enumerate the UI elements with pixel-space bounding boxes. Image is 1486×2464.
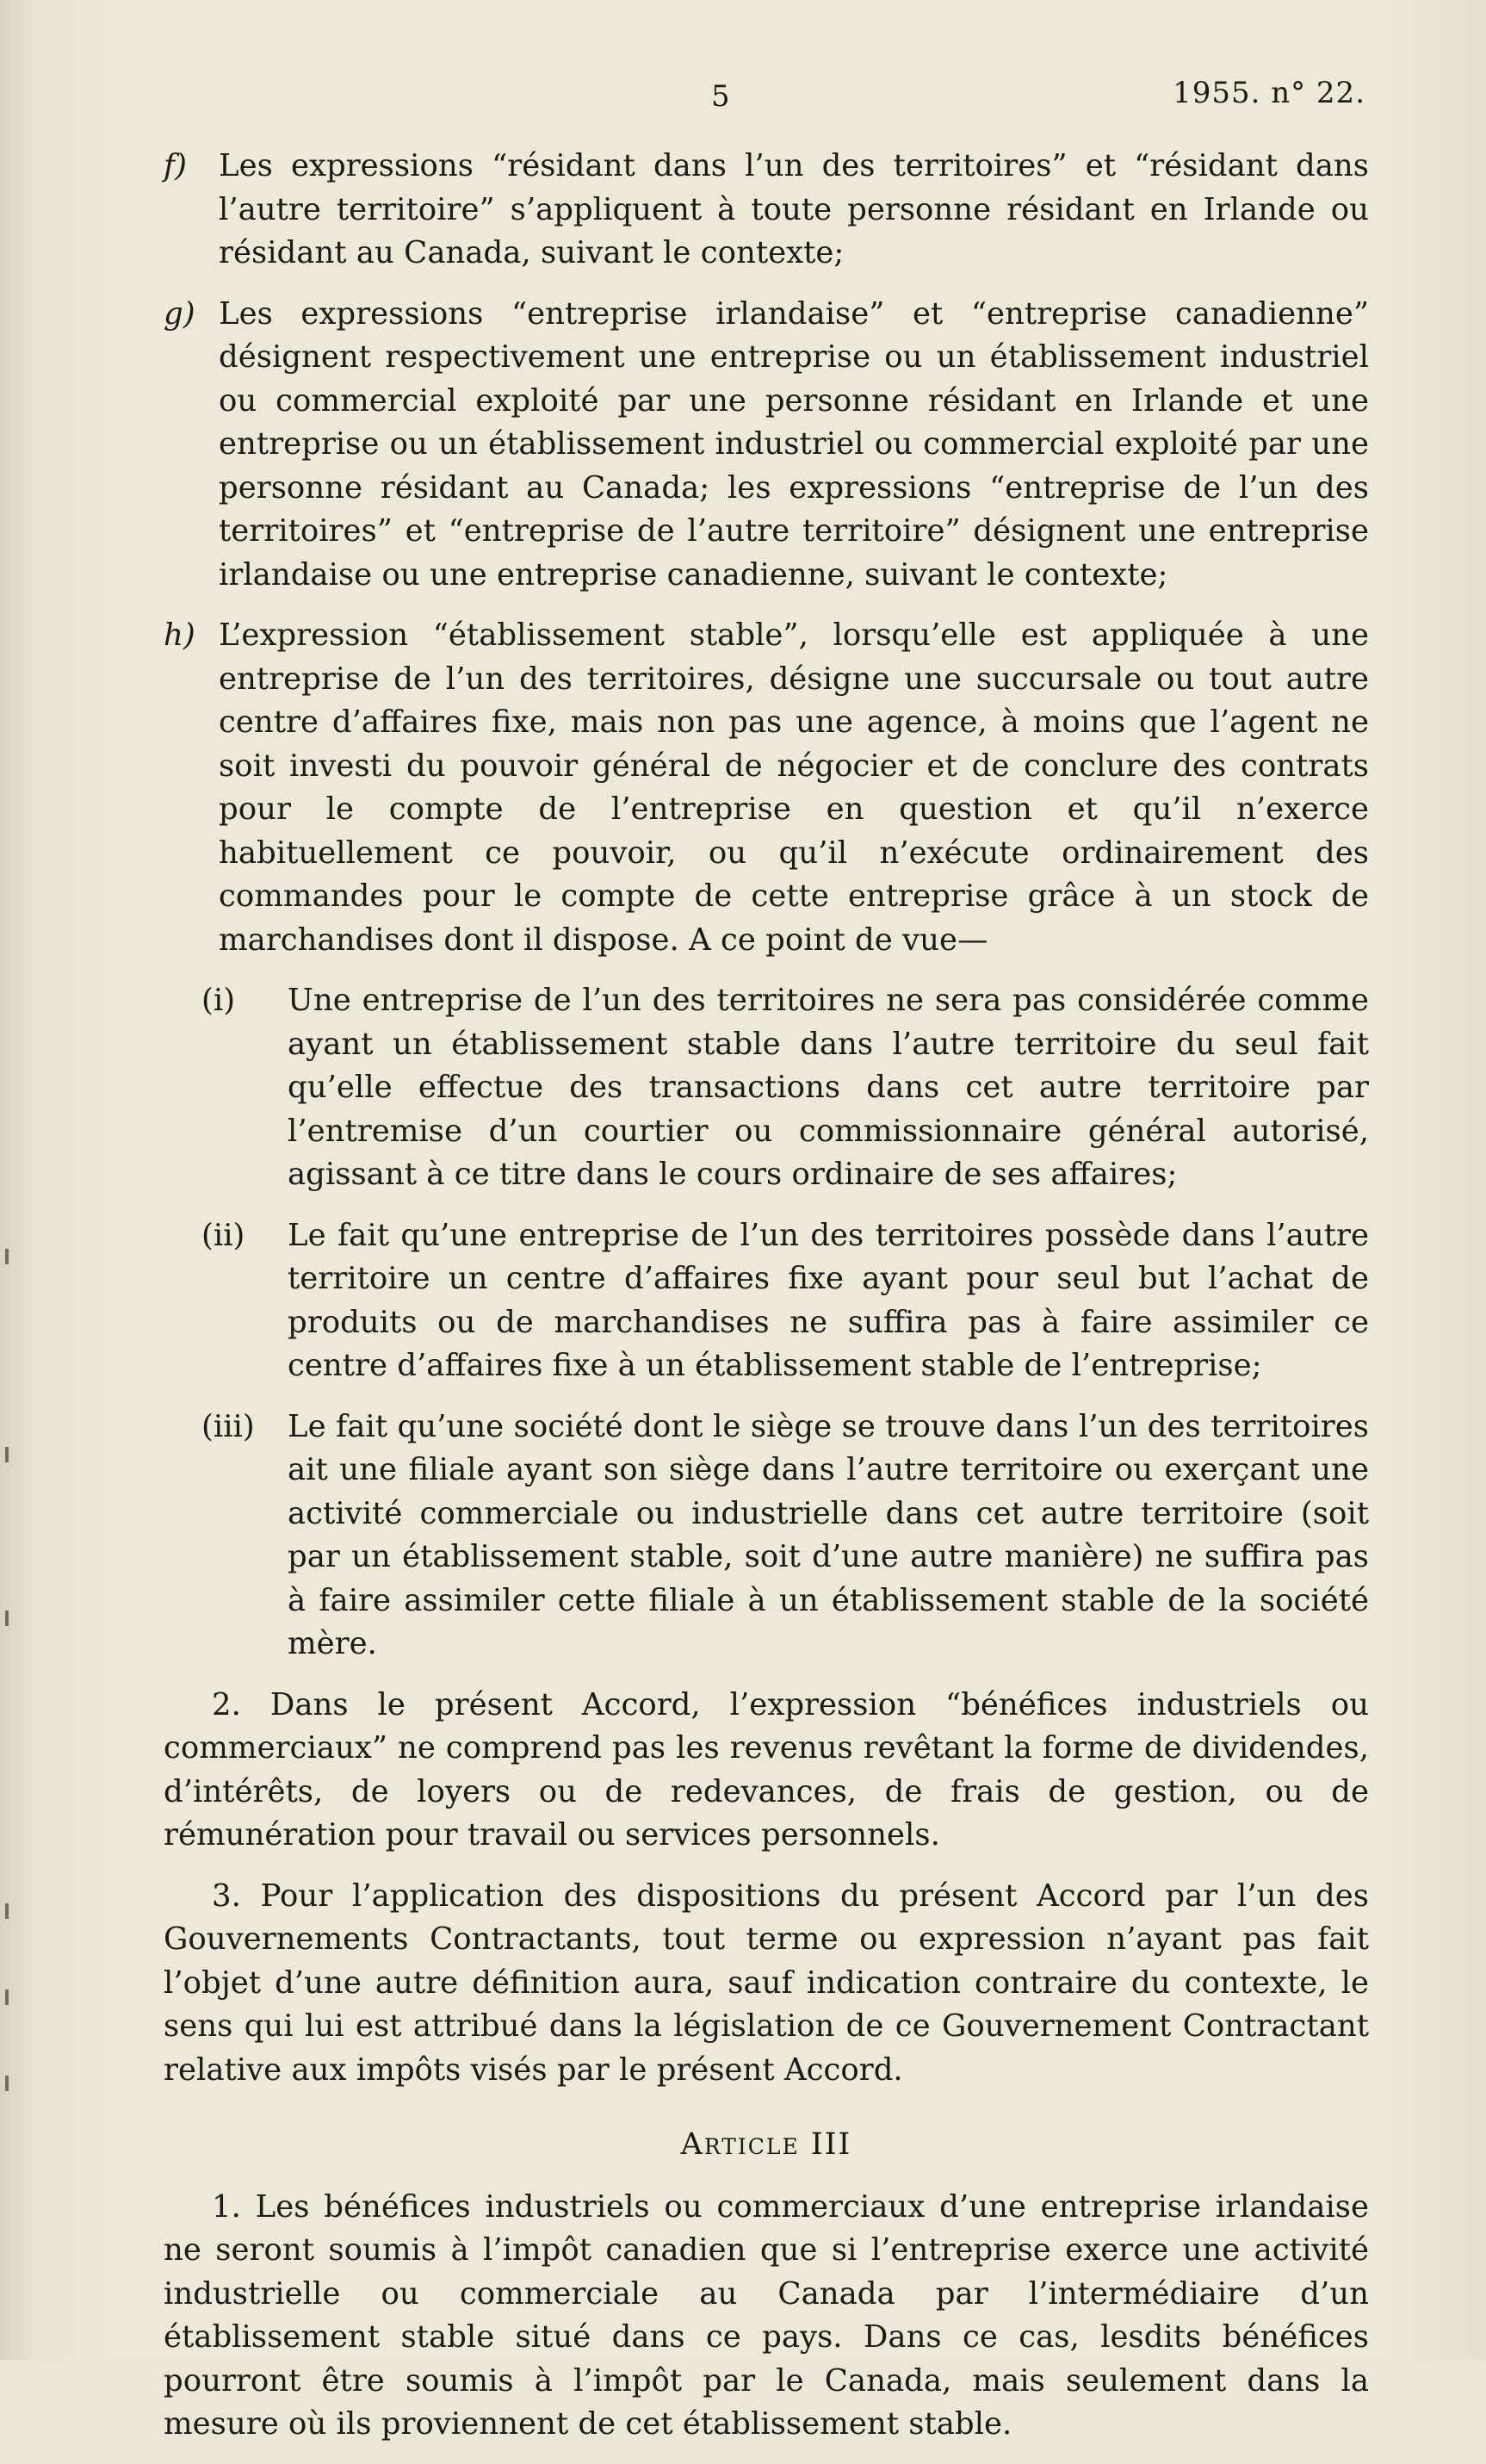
sub-item-iii	[164, 1406, 1369, 1666]
sub-item-i	[164, 979, 1369, 1197]
paragraph-2: 2. Dans le présent Accord, l’expression “bénéfices industriels ou commerciaux” ne comprend pas les revenus revêtant la forme de dividendes, d’intérêts, de loyers ou de redevances, de frais de gestion, ou de rémunération pour travail ou services personnels.	[164, 1686, 1369, 1853]
item-text: Les expressions “résidant dans l’un des territoires” et “résidant dans l’autre territoire” s’appliquent à toute personne résidant en Irlande ou résidant au Canada, suivant le contexte;	[219, 148, 1369, 270]
item-label: h)	[164, 618, 195, 653]
sub-item-text: Une entreprise de l’un des territoires ne sera pas considérée comme ayant un établissement stable dans l’autre territoire du seul fait qu’elle effectue des transactions dans cet autre territoire par l’entremise d’un courtier ou commissionnaire général autorisé, agissant à ce titre dans le cours ordinaire de ses affaires;	[288, 983, 1369, 1192]
item-label: g)	[164, 295, 195, 332]
sub-item-label: (ii)	[201, 1217, 245, 1253]
sub-item-label: (i)	[201, 983, 236, 1018]
document-reference: 1955. n° 22.	[1173, 76, 1365, 110]
item-text: Les expressions “entreprise irlandaise” et “entreprise canadienne” désignent respectivement une entreprise ou un établissement industriel ou commercial exploité par une personne résidant en Irlande et une entreprise ou un établissement industriel ou commercial exploité par une personne résidant au Canada; les expressions “entreprise de l’un des territoires” et “entreprise de l’autre territoire” désignent une entreprise irlandaise ou une entreprise canadienne, suivant le contexte;	[219, 295, 1369, 593]
definition-item-g	[164, 293, 1369, 598]
article-paragraph-1: 1. Les bénéfices industriels ou commerciaux d’une entreprise irlandaise ne seront soumis à l’impôt canadien que si l’entreprise exerce une activité industrielle ou commerciale au Canada par l’intermédiaire d’un établissement stable situé dans ce pays. Dans ce cas, lesdits bénéfices pourront être soumis à l’impôt par le Canada, mais seulement dans la mesure où ils proviennent de cet établissement stable.	[164, 2188, 1369, 2442]
item-label: f)	[164, 148, 187, 183]
document-body	[164, 145, 1369, 2464]
definition-item-h	[164, 614, 1369, 962]
item-text: L’expression “établissement stable”, lorsqu’elle est appliquée à une entreprise de l’un des territoires, désigne une succursale ou tout autre centre d’affaires fixe, mais non pas une agence, à moins que l’agent ne soit investi du pouvoir général de négocier et de conclure des contrats pour le compte de l’entreprise en question et qu’il n’exerce habituellement ce pouvoir, ou qu’il n’exécute ordinairement des commandes pour le compte de cette entreprise grâce à un stock de marchandises dont il dispose. A ce point de vue—	[219, 618, 1369, 958]
sub-item-text: Le fait qu’une entreprise de l’un des territoires possède dans l’autre territoire un centre d’affaires fixe ayant pour seul but l’achat de produits ou de marchandises ne suffira pas à faire assimiler ce centre d’affaires fixe à un établissement stable de l’entreprise;	[288, 1217, 1369, 1383]
paragraph-3: 3. Pour l’application des dispositions du présent Accord par l’un des Gouvernements Contractants, tout terme ou expression n’ayant pas fait l’objet d’une autre définition aura, sauf indication contraire du contexte, le sens qui lui est attribué dans la législation de ce Gouvernement Contractant relative aux impôts visés par le présent Accord.	[164, 1877, 1369, 2088]
definition-item-f	[164, 145, 1369, 276]
article-heading: Article III	[680, 2127, 852, 2162]
page-header	[0, 76, 1486, 127]
sub-item-ii	[164, 1214, 1369, 1388]
sub-item-label: (iii)	[201, 1408, 255, 1444]
margin-marks	[5, 1249, 15, 2282]
sub-item-text: Le fait qu’une société dont le siège se trouve dans l’un des territoires ait une filiale ayant son siège dans l’autre territoire ou exerçant une activité commerciale ou industrielle dans cet autre territoire (soit par un établissement stable, soit d’une autre manière) ne suffira pas à faire assimiler cette filiale à un établissement stable de la société mère.	[288, 1408, 1369, 1661]
page-number: 5	[711, 79, 730, 114]
